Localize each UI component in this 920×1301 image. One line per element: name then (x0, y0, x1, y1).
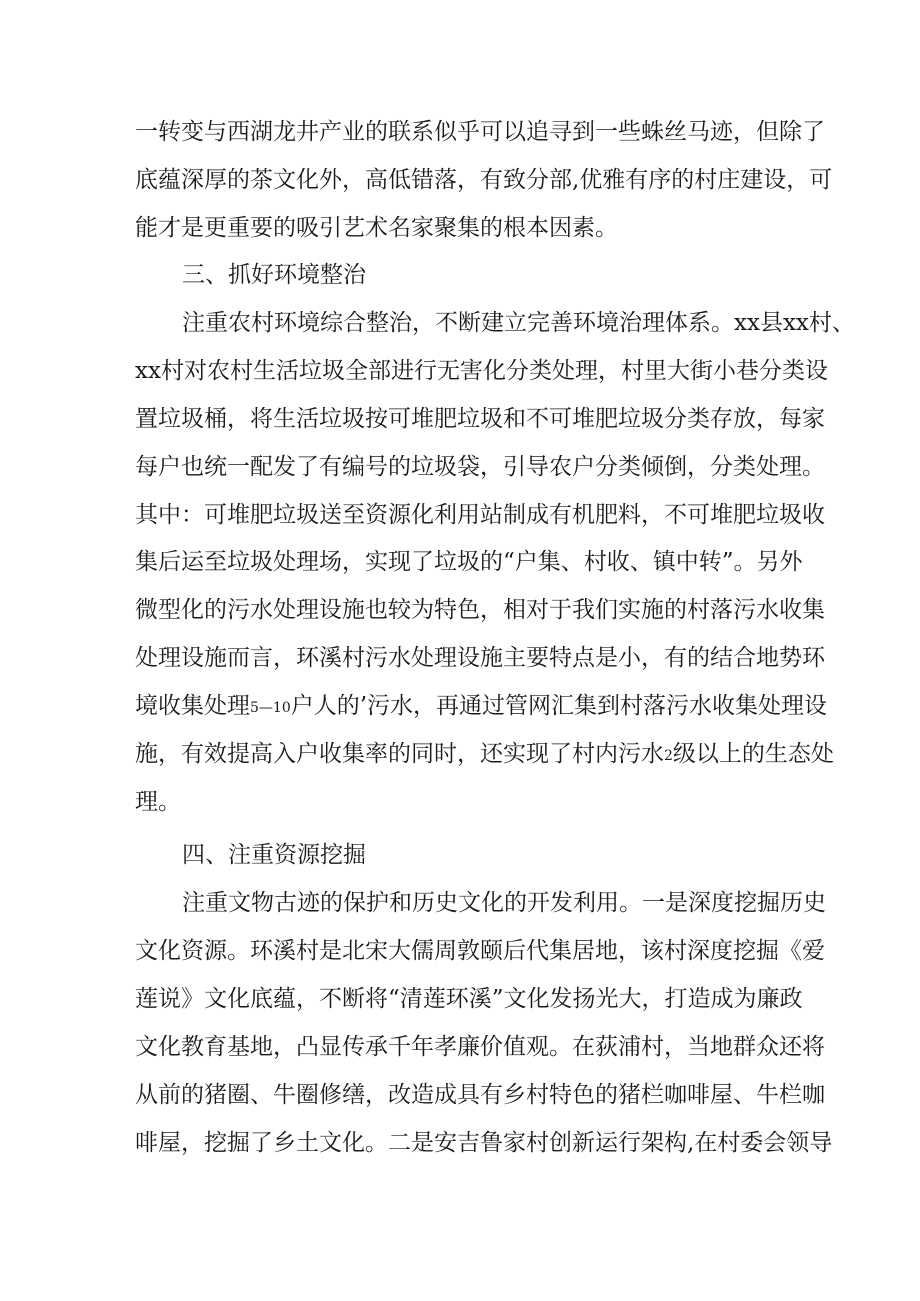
para2-line-9-text-b: 户人的’污水，再通过管网汇集到村落污水收集处理设 (290, 693, 828, 719)
para2-line-1: 注重农村环境综合整治，不断建立完善环境治理体系。xx县xx村、 (182, 310, 855, 336)
para2-line-11: 理。 (135, 789, 181, 815)
para3-line-4: 文化教育基地，凸显传承千年孝廉价值观。在荻浦村，当地群众还将 (135, 1034, 825, 1060)
household-range-number: 5—10 (250, 700, 291, 716)
para3-line-3: 莲说》文化底蕴，不断将“清莲环溪”文化发扬光大，打造成为廉政 (135, 986, 803, 1012)
section-heading-4: 四、注重资源挖掘 (182, 842, 366, 868)
para2-line-4: 每户也统一配发了有编号的垃圾袋，引导农户分类倾倒，分类处理。 (135, 454, 825, 480)
para3-line-5: 从前的猪圈、牛圈修缮，改造成具有乡村特色的猪栏咖啡屋、牛栏咖 (135, 1082, 825, 1108)
treatment-level-number: 2 (664, 748, 673, 764)
para3-line-1: 注重文物古迹的保护和历史文化的开发利用。一是深度挖掘历史 (182, 890, 826, 916)
para2-line-10-text-b: 级以上的生态处 (672, 741, 834, 767)
para2-line-10-text-a: 施，有效提高入户收集率的同时，还实现了村内污水 (135, 741, 664, 767)
para2-line-7: 微型化的污水处理设施也较为特色，相对于我们实施的村落污水收集 (135, 597, 825, 623)
para3-line-6: 啡屋，挖掘了乡土文化。二是安吉鲁家村创新运行架构,在村委会领导 (135, 1130, 833, 1156)
para2-line-2: xx村对农村生活垃圾全部进行无害化分类处理，村里大街小巷分类设 (135, 358, 828, 384)
para2-line-9 (135, 691, 828, 723)
para1-line-2: 底蕴深厚的茶文化外，高低错落，有致分部,优雅有序的村庄建设，可 (135, 167, 833, 193)
para1-line-3: 能才是更重要的吸引艺术名家聚集的根本因素。 (135, 215, 618, 241)
para2-line-9-text-a: 境收集处理 (135, 693, 250, 719)
para2-line-5: 其中：可堆肥垃圾送至资源化利用站制成有机肥料，不可堆肥垃圾收 (135, 502, 825, 528)
para3-line-2: 文化资源。环溪村是北宋大儒周敦颐后代集居地，该村深度挖掘《爱 (135, 938, 825, 964)
para1-line-1: 一转变与西湖龙井产业的联系似乎可以追寻到一些蛛丝马迹，但除了 (135, 119, 825, 145)
para2-line-8: 处理设施而言，环溪村污水处理设施主要特点是小，有的结合地势环 (135, 645, 825, 671)
para2-line-10 (135, 739, 834, 771)
para2-line-3: 置垃圾桶，将生活垃圾按可堆肥垃圾和不可堆肥垃圾分类存放，每家 (135, 406, 825, 432)
para2-line-6: 集后运至垃圾处理场，实现了垃圾的“户集、村收、镇中转”。另外 (135, 549, 803, 575)
section-heading-3: 三、抓好环境整治 (182, 262, 366, 288)
